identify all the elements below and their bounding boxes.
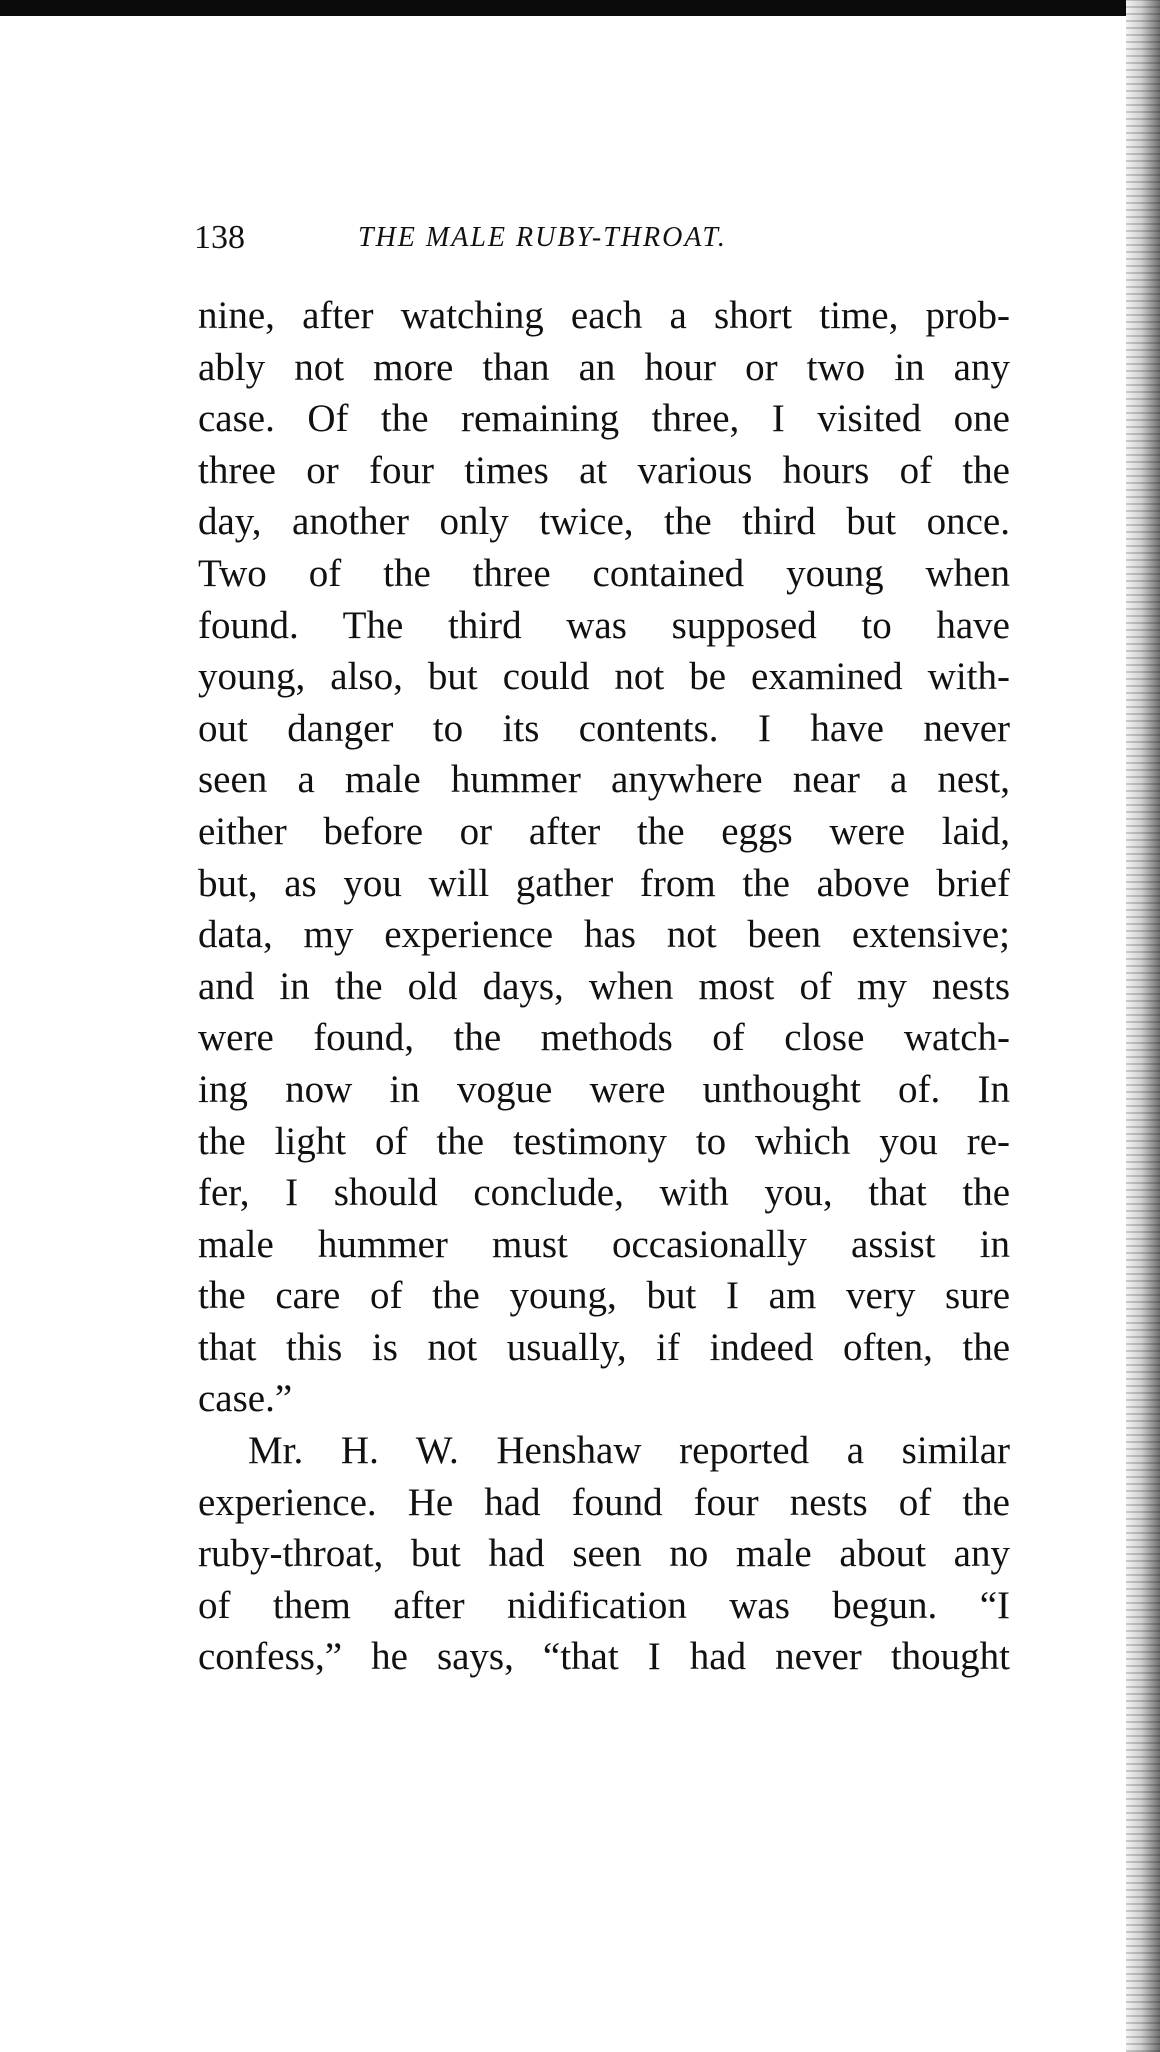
text-line: Two of the three contained young when <box>198 551 1010 595</box>
text-line: the care of the young, but I am very sure <box>198 1274 1010 1318</box>
text-line: out danger to its contents. I have never <box>198 706 1010 750</box>
text-line: ing now in vogue were unthought of. In <box>198 1067 1010 1111</box>
text-line: fer, I should conclude, with you, that the <box>198 1171 1010 1215</box>
text-line: three or four times at various hours of the <box>198 448 1010 492</box>
scan-page-edge <box>1126 0 1160 2052</box>
text-line: of them after nidification was begun. “I <box>198 1583 1010 1627</box>
page-header <box>194 212 1014 264</box>
text-line: were found, the methods of close watch- <box>198 1016 1010 1060</box>
text-line: found. The third was supposed to have <box>198 603 1010 647</box>
text-line: confess,” he says, “that I had never thought <box>198 1635 1010 1679</box>
page-number: 138 <box>194 219 245 256</box>
text-line: that this is not usually, if indeed often, the <box>198 1325 1010 1369</box>
running-head: THE MALE RUBY-THROAT. <box>358 222 727 253</box>
text-line: data, my experience has not been extensive; <box>198 913 1010 957</box>
text-line: nine, after watching each a short time, prob- <box>198 294 1010 337</box>
text-line: ably not more than an hour or two in any <box>198 345 1010 389</box>
text-line: and in the old days, when most of my nests <box>198 964 1010 1008</box>
text-line: case. Of the remaining three, I visited one <box>198 397 1010 441</box>
text-line: ruby-throat, but had seen no male about any <box>198 1532 1010 1576</box>
text-line: but, as you will gather from the above brief <box>198 861 1010 905</box>
text-line: seen a male hummer anywhere near a nest, <box>198 758 1010 802</box>
text-line: case.” <box>198 1377 293 1421</box>
text-line: day, another only twice, the third but once. <box>198 500 1010 544</box>
text-line: the light of the testimony to which you re- <box>198 1119 1010 1163</box>
text-line: young, also, but could not be examined with- <box>198 655 1010 699</box>
text-line: male hummer must occasionally assist in <box>198 1222 1010 1266</box>
text-line: either before or after the eggs were laid, <box>198 809 1010 853</box>
text-line: Mr. H. W. Henshaw reported a similar <box>248 1429 1010 1473</box>
text-line: experience. He had found four nests of the <box>198 1480 1010 1524</box>
body-text <box>198 290 1010 1683</box>
scan-top-edge <box>0 0 1160 16</box>
